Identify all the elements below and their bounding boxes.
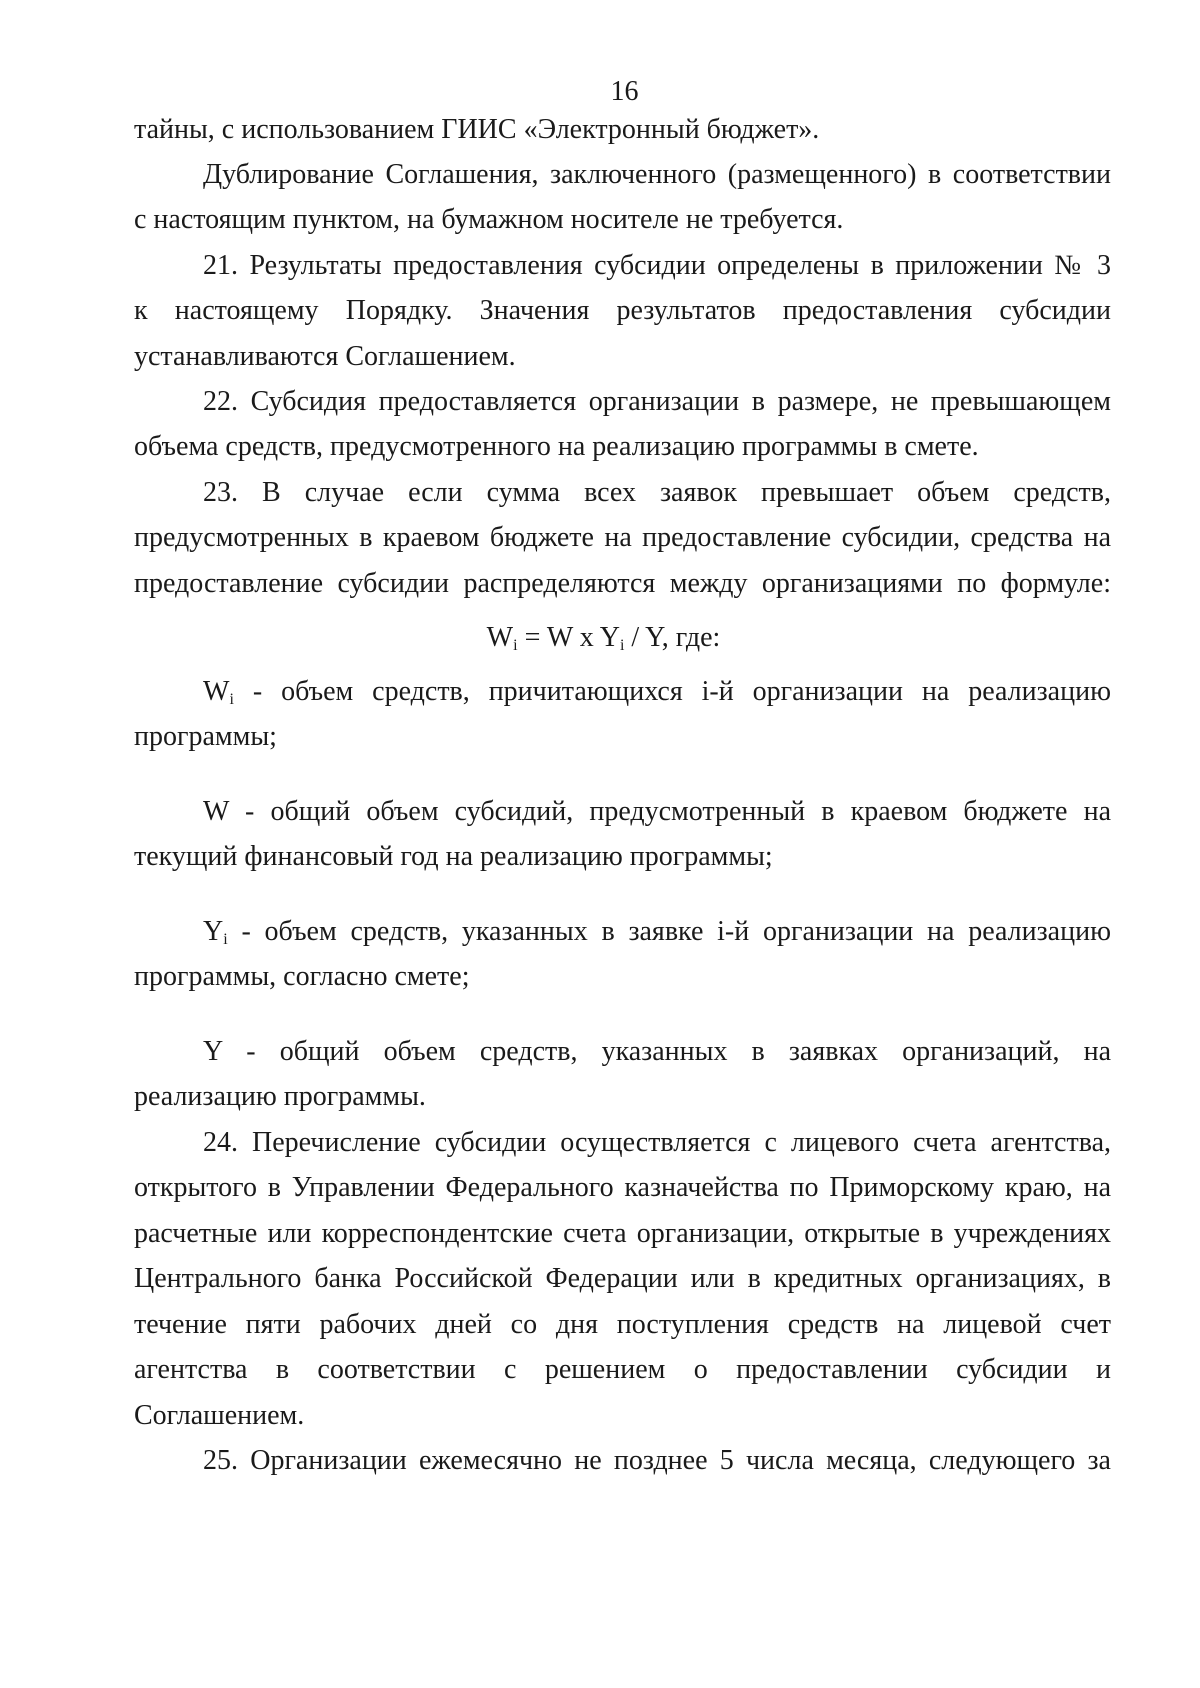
text-line: текущий финансовый год на реализацию программы; xyxy=(134,841,773,872)
text-line: тайны, с использованием ГИИС «Электронный бюджет». xyxy=(134,114,820,145)
definition-wi: $W_i$ - объем средств, причитающихся i-й организации на реализацию xyxy=(203,676,1111,708)
definition-w: W - общий объем субсидий, предусмотренный в краевом бюджете на xyxy=(203,796,1111,827)
definition-y: Y - общий объем средств, указанных в заявках организаций, на xyxy=(203,1036,1111,1067)
text-line: 23. В случае если сумма всех заявок превышает объем средств, xyxy=(203,477,1111,508)
page-number: 16 xyxy=(610,76,639,107)
text-line: 24. Перечисление субсидии осуществляется с лицевого счета агентства, xyxy=(203,1127,1111,1158)
text-line: открытого в Управлении Федерального казначейства по Приморскому краю, на xyxy=(134,1172,1111,1203)
text-line: с настоящим пунктом, на бумажном носителе не требуется. xyxy=(134,204,844,235)
text-line: агентства в соответствии с решением о предоставлении субсидии и xyxy=(134,1354,1111,1385)
text-line: реализацию программы. xyxy=(134,1081,426,1112)
text-line: течение пяти рабочих дней со дня поступления средств на лицевой счет xyxy=(134,1309,1111,1340)
text-line: Центрального банка Российской Федерации или в кредитных организациях, в xyxy=(134,1263,1111,1294)
text-line: предусмотренных в краевом бюджете на предоставление субсидии, средства на xyxy=(134,522,1111,553)
text-line: программы, согласно смете; xyxy=(134,961,470,992)
text-line: Соглашением. xyxy=(134,1400,305,1431)
formula: $W_i = W$ x $Y_i$ / Y, где: xyxy=(486,622,721,654)
text-line: к настоящему Порядку. Значения результатов предоставления субсидии xyxy=(134,295,1111,326)
text-line: объема средств, предусмотренного на реализацию программы в смете. xyxy=(134,431,979,462)
text-line: 22. Субсидия предоставляется организации в размере, не превышающем xyxy=(203,386,1111,417)
text-line: устанавливаются Соглашением. xyxy=(134,341,516,372)
text-line: расчетные или корреспондентские счета организации, открытые в учреждениях xyxy=(134,1218,1111,1249)
text-line: 25. Организации ежемесячно не позднее 5 числа месяца, следующего за xyxy=(203,1445,1111,1476)
text-line: предоставление субсидии распределяются между организациями по формуле: xyxy=(134,568,1111,599)
definition-yi: $Y_i$ - объем средств, указанных в заявке i-й организации на реализацию xyxy=(203,916,1111,948)
text-line: программы; xyxy=(134,721,277,752)
text-line: Дублирование Соглашения, заключенного (размещенного) в соответствии xyxy=(203,159,1111,190)
text-line: 21. Результаты предоставления субсидии определены в приложении № 3 xyxy=(203,250,1111,281)
